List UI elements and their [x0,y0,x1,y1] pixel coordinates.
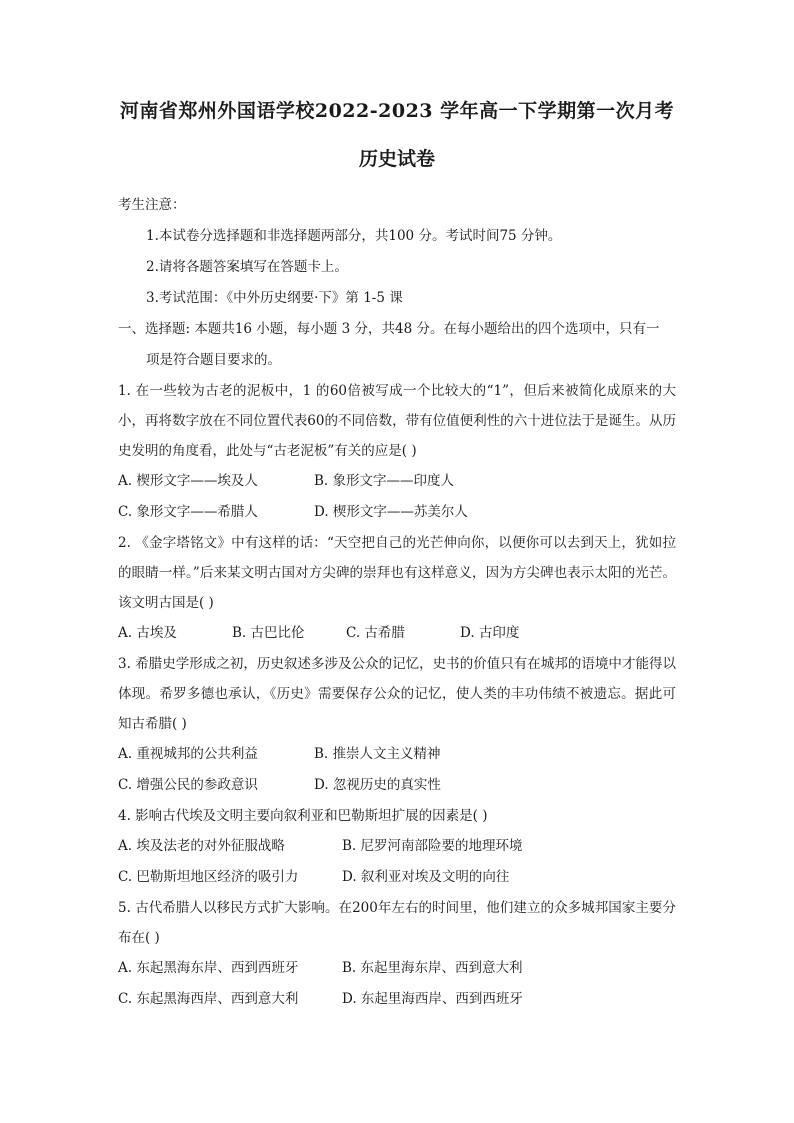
exam-subtitle: 历史试卷 [358,148,435,170]
exam-title: 河南省郑州外国语学校2022-2023 学年高一下学期第一次月考 [119,100,675,122]
option-c[interactable]: C. 象形文字——希腊人 [118,504,258,520]
option-row [118,831,676,862]
question-1 [118,376,676,528]
option-a[interactable]: A. 古埃及 [118,625,177,641]
question-4 [118,801,676,893]
section-heading [118,314,676,376]
notes-heading: 考生注意： [118,197,186,213]
option-row [118,618,676,649]
option-row [118,770,676,801]
section-instructions: 一、选择题: 本题共16 小题，每小题 3 分，共48 分。在每小题给出的四个选项中，只有一 [118,321,660,337]
question-stem: 1. 在一些较为古老的泥板中，1 的60倍被写成一个比较大的“1”，但后来被简化成原来的大小，再将数字放在不同位置代表60的不同倍数，带有位值便利性的六十进位法于是诞生。从历史发明的角度看，此处与“古老泥板”有关的应是( ) [118,383,676,459]
option-a[interactable]: A. 楔形文字——埃及人 [118,473,258,489]
option-b[interactable]: B. 尼罗河南部险要的地理环境 [342,838,523,854]
question-stem: 2. 《金字塔铭文》中有这样的话：“天空把自己的光芒伸向你，以便你可以去到天上，犹如拉的眼睛一样。”后来某文明古国对方尖碑的崇拜也有这样意义，因为方尖碑也表示太阳的光芒。该文明古国是( ) [118,535,676,611]
option-c[interactable]: C. 东起黑海西岸、西到意大利 [118,991,299,1007]
note-item: 2.请将各题答案填写在答题卡上。 [146,259,348,275]
option-d[interactable]: D. 楔形文字——苏美尔人 [314,504,468,520]
option-row [118,953,676,984]
option-c[interactable]: C. 古希腊 [346,625,405,641]
question-3 [118,649,676,801]
option-b[interactable]: B. 东起里海东岸、西到意大利 [342,960,523,976]
option-a[interactable]: A. 埃及法老的对外征服战略 [118,838,285,854]
option-b[interactable]: B. 古巴比伦 [232,625,305,641]
section-instructions-cont: 项是符合题目要求的。 [146,352,281,368]
note-item: 1.本试卷分选择题和非选择题两部分，共100 分。考试时间75 分钟。 [146,228,562,244]
question-5 [118,893,676,1015]
option-a[interactable]: A. 东起黑海东岸、西到西班牙 [118,960,299,976]
option-c[interactable]: C. 巴勒斯坦地区经济的吸引力 [118,869,299,885]
note-item: 3.考试范围：《中外历史纲要·下》第 1-5 课 [146,290,403,306]
option-d[interactable]: D. 忽视历史的真实性 [314,777,441,793]
option-c[interactable]: C. 增强公民的参政意识 [118,777,258,793]
option-d[interactable]: D. 叙利亚对埃及文明的向往 [342,869,510,885]
question-stem: 4. 影响古代埃及文明主要向叙利亚和巴勒斯坦扩展的因素是( ) [118,808,488,824]
option-row [118,984,676,1015]
option-row [118,862,676,893]
question-2 [118,528,676,649]
option-b[interactable]: B. 推崇人文主义精神 [314,746,441,762]
option-row [118,739,676,770]
option-b[interactable]: B. 象形文字——印度人 [314,473,455,489]
question-stem: 3. 希腊史学形成之初，历史叙述多涉及公众的记忆，史书的价值只有在城邦的语境中才能得以体现。希罗多德也承认，《历史》需要保存公众的记忆，使人类的丰功伟绩不被遗忘。据此可知古希腊( ) [118,656,676,732]
candidate-notes [118,190,676,314]
option-row [118,466,676,497]
option-d[interactable]: D. 东起里海西岸、西到西班牙 [342,991,523,1007]
option-row [118,497,676,528]
option-a[interactable]: A. 重视城邦的公共利益 [118,746,258,762]
option-d[interactable]: D. 古印度 [460,625,520,641]
question-stem: 5. 古代希腊人以移民方式扩大影响。在200年左右的时间里，他们建立的众多城邦国家主要分布在( ) [118,900,676,946]
